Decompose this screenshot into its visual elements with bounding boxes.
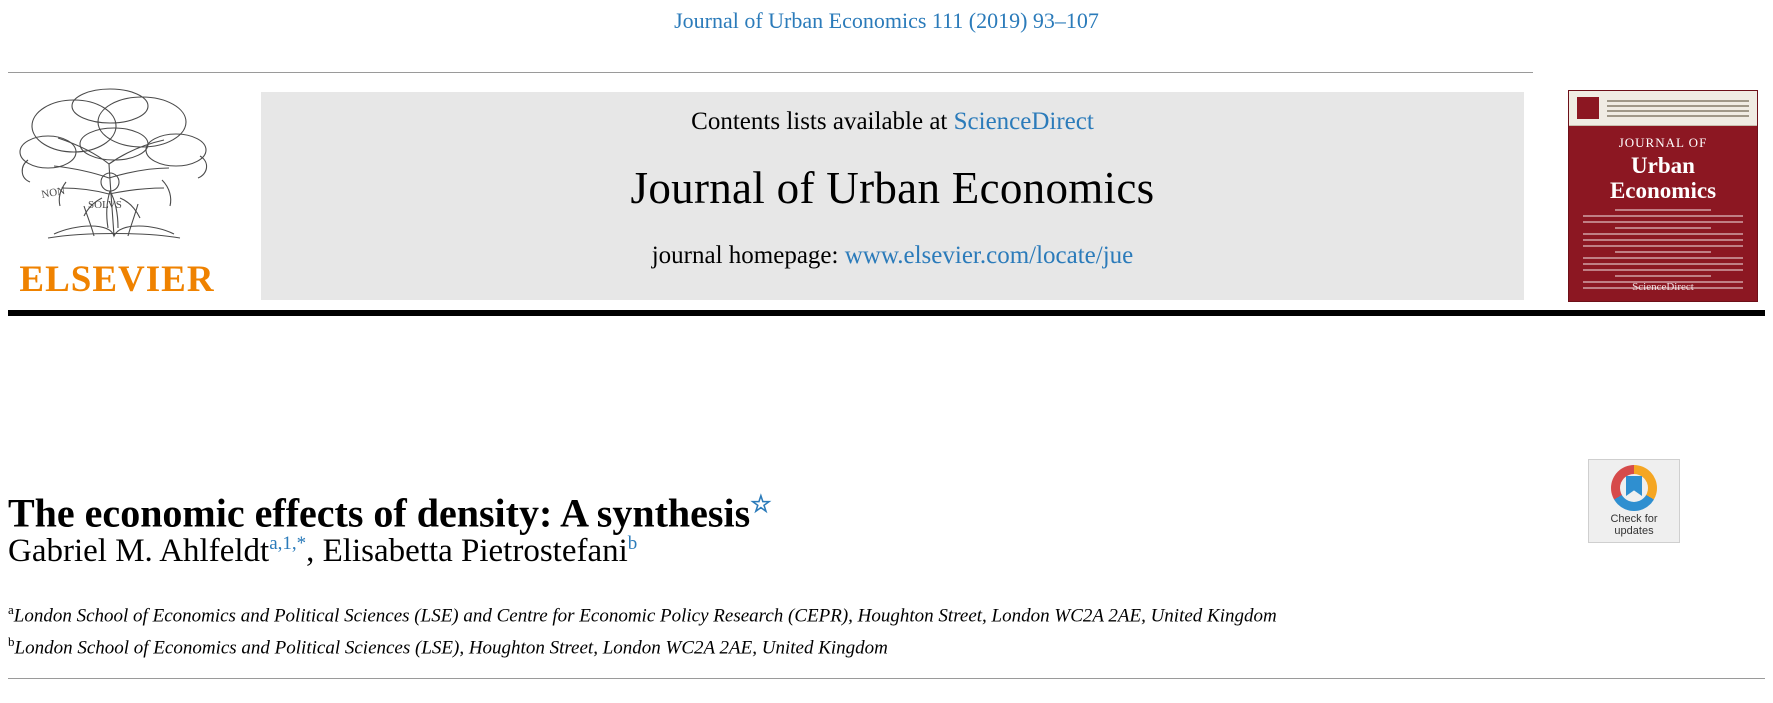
author-1-marks: a,1,*	[269, 533, 307, 554]
affiliation-a	[8, 597, 1548, 629]
journal-homepage-link[interactable]: www.elsevier.com/locate/jue	[844, 242, 1134, 269]
author-2: Elisabetta Pietrostefani	[322, 533, 628, 569]
cover-title	[1569, 153, 1757, 203]
affiliation-b-text: London School of Economics and Political Sciences (LSE), Houghton Street, London WC2A 2AE, United Kingdom	[14, 637, 888, 659]
running-head: Journal of Urban Economics 111 (2019) 93–107	[674, 8, 1099, 33]
homepage-prefix: journal homepage:	[651, 242, 845, 269]
elsevier-logo	[8, 86, 226, 300]
cover-title-line1: Urban	[1631, 153, 1695, 178]
author-list	[8, 533, 1508, 570]
svg-text:NON: NON	[40, 184, 67, 201]
affiliation-a-mark: a	[8, 602, 14, 617]
crossmark-badge[interactable]	[1588, 459, 1680, 543]
author-1: Gabriel M. Ahlfeldt	[8, 533, 270, 569]
sciencedirect-link[interactable]: ScienceDirect	[953, 108, 1094, 135]
contents-line	[261, 108, 1524, 136]
article-bottom-rule	[8, 678, 1765, 679]
affiliations	[8, 597, 1548, 662]
crossmark-line1: Check for	[1610, 513, 1658, 525]
homepage-line	[261, 242, 1524, 270]
journal-title: Journal of Urban Economics	[630, 163, 1155, 213]
bookmark-icon	[1626, 476, 1642, 496]
author-separator: ,	[306, 533, 323, 569]
cover-label: JOURNAL OF	[1618, 135, 1708, 150]
journal-masthead	[8, 72, 1765, 317]
journal-cover-thumbnail	[1568, 90, 1758, 302]
crossmark-icon	[1611, 465, 1657, 511]
masthead-bottom-rule	[8, 310, 1765, 316]
crossmark-line2: updates	[1614, 525, 1654, 537]
title-footnote-marker: ☆	[750, 491, 772, 518]
cover-title-line2: Economics	[1609, 178, 1717, 203]
elsevier-tree-icon	[14, 86, 214, 258]
crossmark-label	[1589, 513, 1679, 537]
affiliation-a-text: London School of Economics and Political Sciences (LSE) and Centre for Economic Policy Research (CEPR), Houghton Street, London WC2A 2AE, United Kingdom	[13, 605, 1277, 627]
contents-prefix: Contents lists available at	[691, 108, 954, 135]
svg-text:SOLVS: SOLVS	[88, 199, 122, 211]
elsevier-wordmark: ELSEVIER	[19, 259, 215, 300]
cover-header-band	[1569, 91, 1757, 126]
affiliation-b-mark: b	[8, 634, 15, 650]
masthead-top-rule	[8, 72, 1533, 73]
cover-header-lines	[1607, 100, 1749, 116]
cover-header-square	[1577, 97, 1599, 119]
cover-footer: ScienceDirect	[1632, 281, 1694, 293]
page-title	[8, 482, 1508, 536]
author-2-marks: b	[627, 533, 638, 554]
journal-banner	[261, 92, 1524, 300]
affiliation-b	[8, 629, 1548, 661]
article-title-text: The economic effects of density: A synthesis	[8, 490, 751, 536]
